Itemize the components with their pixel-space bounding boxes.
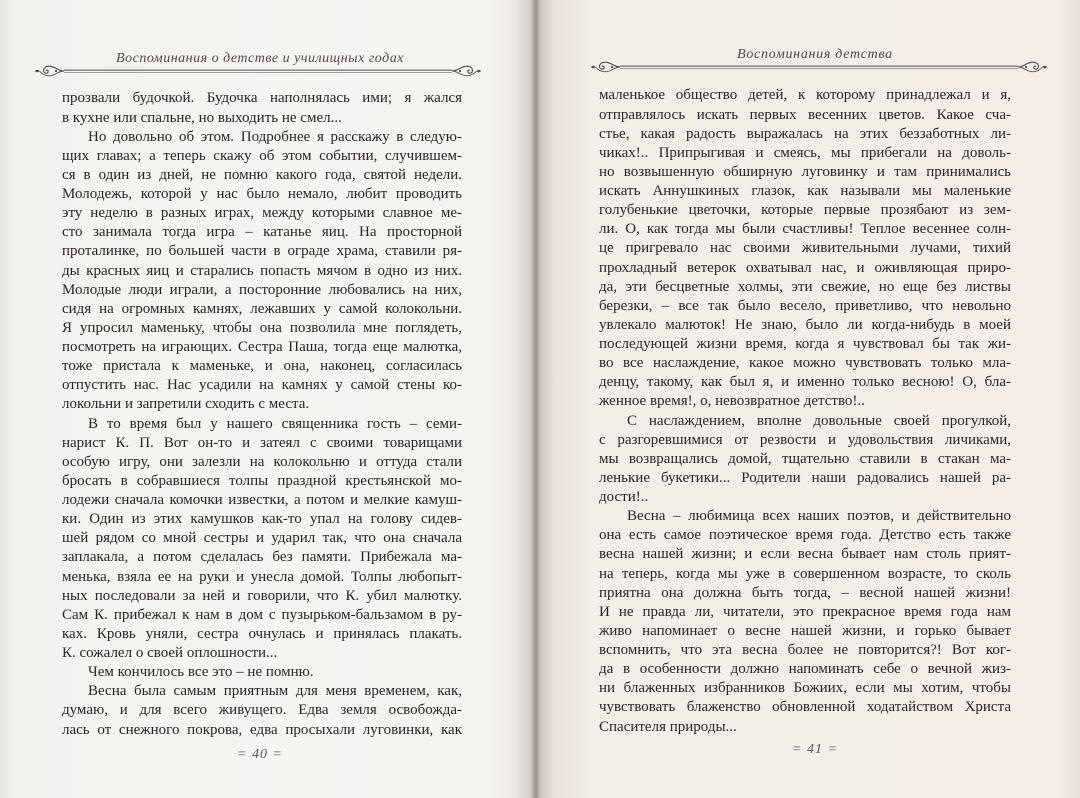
text-line: но возвышенную обширную луговинку и там принимались: [599, 163, 1011, 180]
text-line: бросать в собравшиеся толпы праздной крестьянской мо-: [62, 472, 462, 489]
text-line: Молодые люди играли, а посторонние любовались на них,: [62, 281, 462, 298]
text-line: вспомнить, что эта весна более не повторится?! Вот ког-: [599, 642, 1011, 659]
text-line: последующей жизни время, когда я чувствовал бы так жи-: [599, 336, 1011, 353]
text-line: В то время был у нашего священника гость – семи-: [88, 415, 462, 432]
text-line: с разгоревшимися от резвости и удовольствия личиками,: [599, 431, 1011, 448]
flourish-ornament-right: [1018, 62, 1047, 72]
text-line: ни блаженных избранников Божиих, если мы хотим, чтобы: [599, 680, 1011, 697]
paragraph: [599, 412, 1011, 508]
text-line: искать Аннушкиных глазок, как называли мы маленькие: [599, 183, 1011, 200]
text-line: Молодежь, которой у нас было немало, любит проводить: [62, 186, 462, 203]
text-line: Спасителя природы...: [599, 718, 737, 735]
text-line: маленькое общество детей, к которому принадлежал и я,: [599, 87, 1011, 104]
text-line: ных последовали за ней и говорили, что К. убил малютку.: [62, 587, 462, 604]
flourish-ornament-left: [35, 66, 64, 76]
text-line: сидя на огромных камнях, лежавших у самой колокольни.: [62, 300, 462, 317]
page-body-text: [62, 89, 462, 739]
running-header: Воспоминания детства: [737, 47, 893, 62]
text-line: ды красных яиц и старались попасть мячом в одно из них.: [62, 262, 462, 279]
page-number: = 41 =: [792, 742, 838, 757]
text-line: ли. О, как тогда мы были счастливы! Теплое весеннее солн-: [599, 221, 1011, 238]
text-line: чувствовать блаженство обновленной ходатайством Христа: [599, 699, 1011, 716]
text-line: ся в один из дней, не помню какого года, святой недели.: [62, 166, 462, 183]
text-line: чиках!.. Припрыгивая и смеясь, мы прибегали на доволь-: [599, 144, 1011, 161]
text-line: ленькие букетики... Родители наши радовались нашей ра-: [599, 469, 1011, 486]
text-line: ках. Кровь уняли, сестра очнулась и принялась плакать.: [62, 625, 462, 642]
text-line: денцу, такому, как был я, и именно только весною! О, бла-: [599, 374, 1011, 391]
text-line: Но довольно об этом. Подробнее я расскажу в следую-: [88, 128, 462, 145]
text-line: лась от снежного покрова, едва просыхали луговинки, как: [62, 721, 462, 738]
flourish-ornament-left: [591, 62, 620, 72]
text-line: эту неделю в разных играх, между которыми славное ме-: [62, 205, 462, 222]
text-line: Чем кончилось все это – не помню.: [88, 664, 314, 681]
text-line: дости!..: [599, 489, 649, 506]
running-header: Воспоминания о детстве и училищных годах: [116, 51, 404, 66]
text-line: думаю, и для всего живущего. Едва земля освобожда-: [62, 702, 462, 719]
text-line: заплакала, а потом сделалась без памяти. Прибежала ма-: [62, 549, 462, 566]
text-line: стье, какая радость выражалась на этих беззаботных ли-: [599, 125, 1011, 142]
text-line: Я упросил маменьку, чтобы она позволила мне поглядеть,: [62, 319, 462, 336]
text-line: во все наслаждение, какое можно чувствовать только мла-: [599, 355, 1011, 372]
paragraph: [599, 507, 1011, 737]
text-line: прозвали будочкой. Будочка наполнялась ими; я жался: [62, 90, 462, 107]
text-line: приятна она должна быть тогда, – весной нашей жизни!: [599, 584, 1011, 601]
text-line: да, эти бесцветные холмы, эти свежие, но еще без листвы: [599, 278, 1011, 295]
text-line: проталинке, по большей части в ограде храма, ставили ря-: [62, 243, 462, 260]
header-rule-ornament: [34, 63, 482, 79]
paragraph: [62, 682, 462, 739]
paragraph: [599, 86, 1011, 411]
paragraph: [62, 663, 462, 682]
text-line: щих главах; а теперь скажу об этом событии, случившем-: [62, 147, 462, 164]
text-line: да в особенности должно напоминать себе о вечной жиз-: [599, 661, 1011, 678]
flourish-ornament-right: [452, 66, 481, 76]
text-line: особую игру, они залезли на колокольню и оттуда стали: [62, 453, 462, 470]
text-line: прохладный ветерок охватывал нас, и оживляющая приро-: [599, 259, 1011, 276]
paragraph: [62, 415, 462, 664]
text-line: шей рядом со мной сестры и ударил так, что она сначала: [62, 530, 462, 547]
text-line: сто занимала тогда игра – катанье яиц. На просторной: [62, 224, 462, 241]
text-line: И не правда ли, читатели, это прекрасное время года нам: [599, 603, 1011, 620]
text-line: нарист К. П. Вот он-то и затеял с своими товарищами: [62, 434, 462, 451]
text-line: березки, – все так было весело, приветливо, что невольно: [599, 297, 1011, 314]
paragraph: [62, 89, 462, 127]
text-line: весна нашей жизни; и если весна бывает нам столь прият-: [599, 546, 1011, 563]
text-line: живо напоминает о весне нашей жизни, и горько бывает: [599, 622, 1011, 639]
text-line: менька, взяла ее на руки и унесла домой. Толпы любопыт-: [62, 568, 462, 585]
text-line: Весна была самым приятным для меня временем, как,: [88, 683, 462, 700]
paragraph: [62, 128, 462, 415]
text-line: К. сожалел о своей оплошности...: [62, 645, 278, 662]
text-line: ки. Один из этих камушков как-то упал на голову сидев-: [62, 511, 462, 528]
text-line: посмотреть на играющих. Сестра Паша, тогда еще малютка,: [62, 339, 462, 356]
text-line: Сам К. прибежал к нам в дом с пузырьком-бальзамом в ру-: [62, 606, 462, 623]
text-line: Весна – любимица всех наших поэтов, и действительно: [627, 508, 1011, 525]
text-line: в кухне или спальне, но выходить не смел...: [62, 109, 342, 126]
text-line: лодежи сначала комочки известки, а потом и мелкие камуш-: [62, 492, 462, 509]
text-line: тоже пристала к маменьке, и она, наконец, согласилась: [62, 358, 462, 375]
page-body-text: [599, 86, 1011, 736]
text-line: голубенькие цветочки, которые первые прозябают из зем-: [599, 202, 1011, 219]
page-number: = 40 =: [237, 747, 283, 762]
header-rule-ornament: [590, 59, 1048, 75]
text-line: це пригревало нас своими живительными лучами, тихий: [599, 240, 1011, 257]
text-line: отпустить нас. Нас усадили на камнях у самой стены ко-: [62, 377, 462, 394]
text-line: С наслаждением, вполне довольные своей прогулкой,: [627, 412, 1011, 429]
text-line: она есть самое поэтическое время года. Детство есть также: [599, 527, 1011, 544]
text-line: увлекало малюток! Не знаю, было ли когда-нибудь в моей: [599, 316, 1011, 333]
gutter-shadow: [532, 0, 540, 798]
text-line: на теперь, когда мы уже в совершенном возрасте, то сколь: [599, 565, 1011, 582]
text-line: отправлялось искать первых весенних цветов. Какое сча-: [599, 106, 1011, 123]
text-line: мы возвращались домой, тщательно ставили в стакан ма-: [599, 450, 1011, 467]
text-line: локольни и запретили сходить с места.: [62, 396, 310, 413]
text-line: женное время!, о, невозвратное детство!..: [599, 393, 865, 410]
